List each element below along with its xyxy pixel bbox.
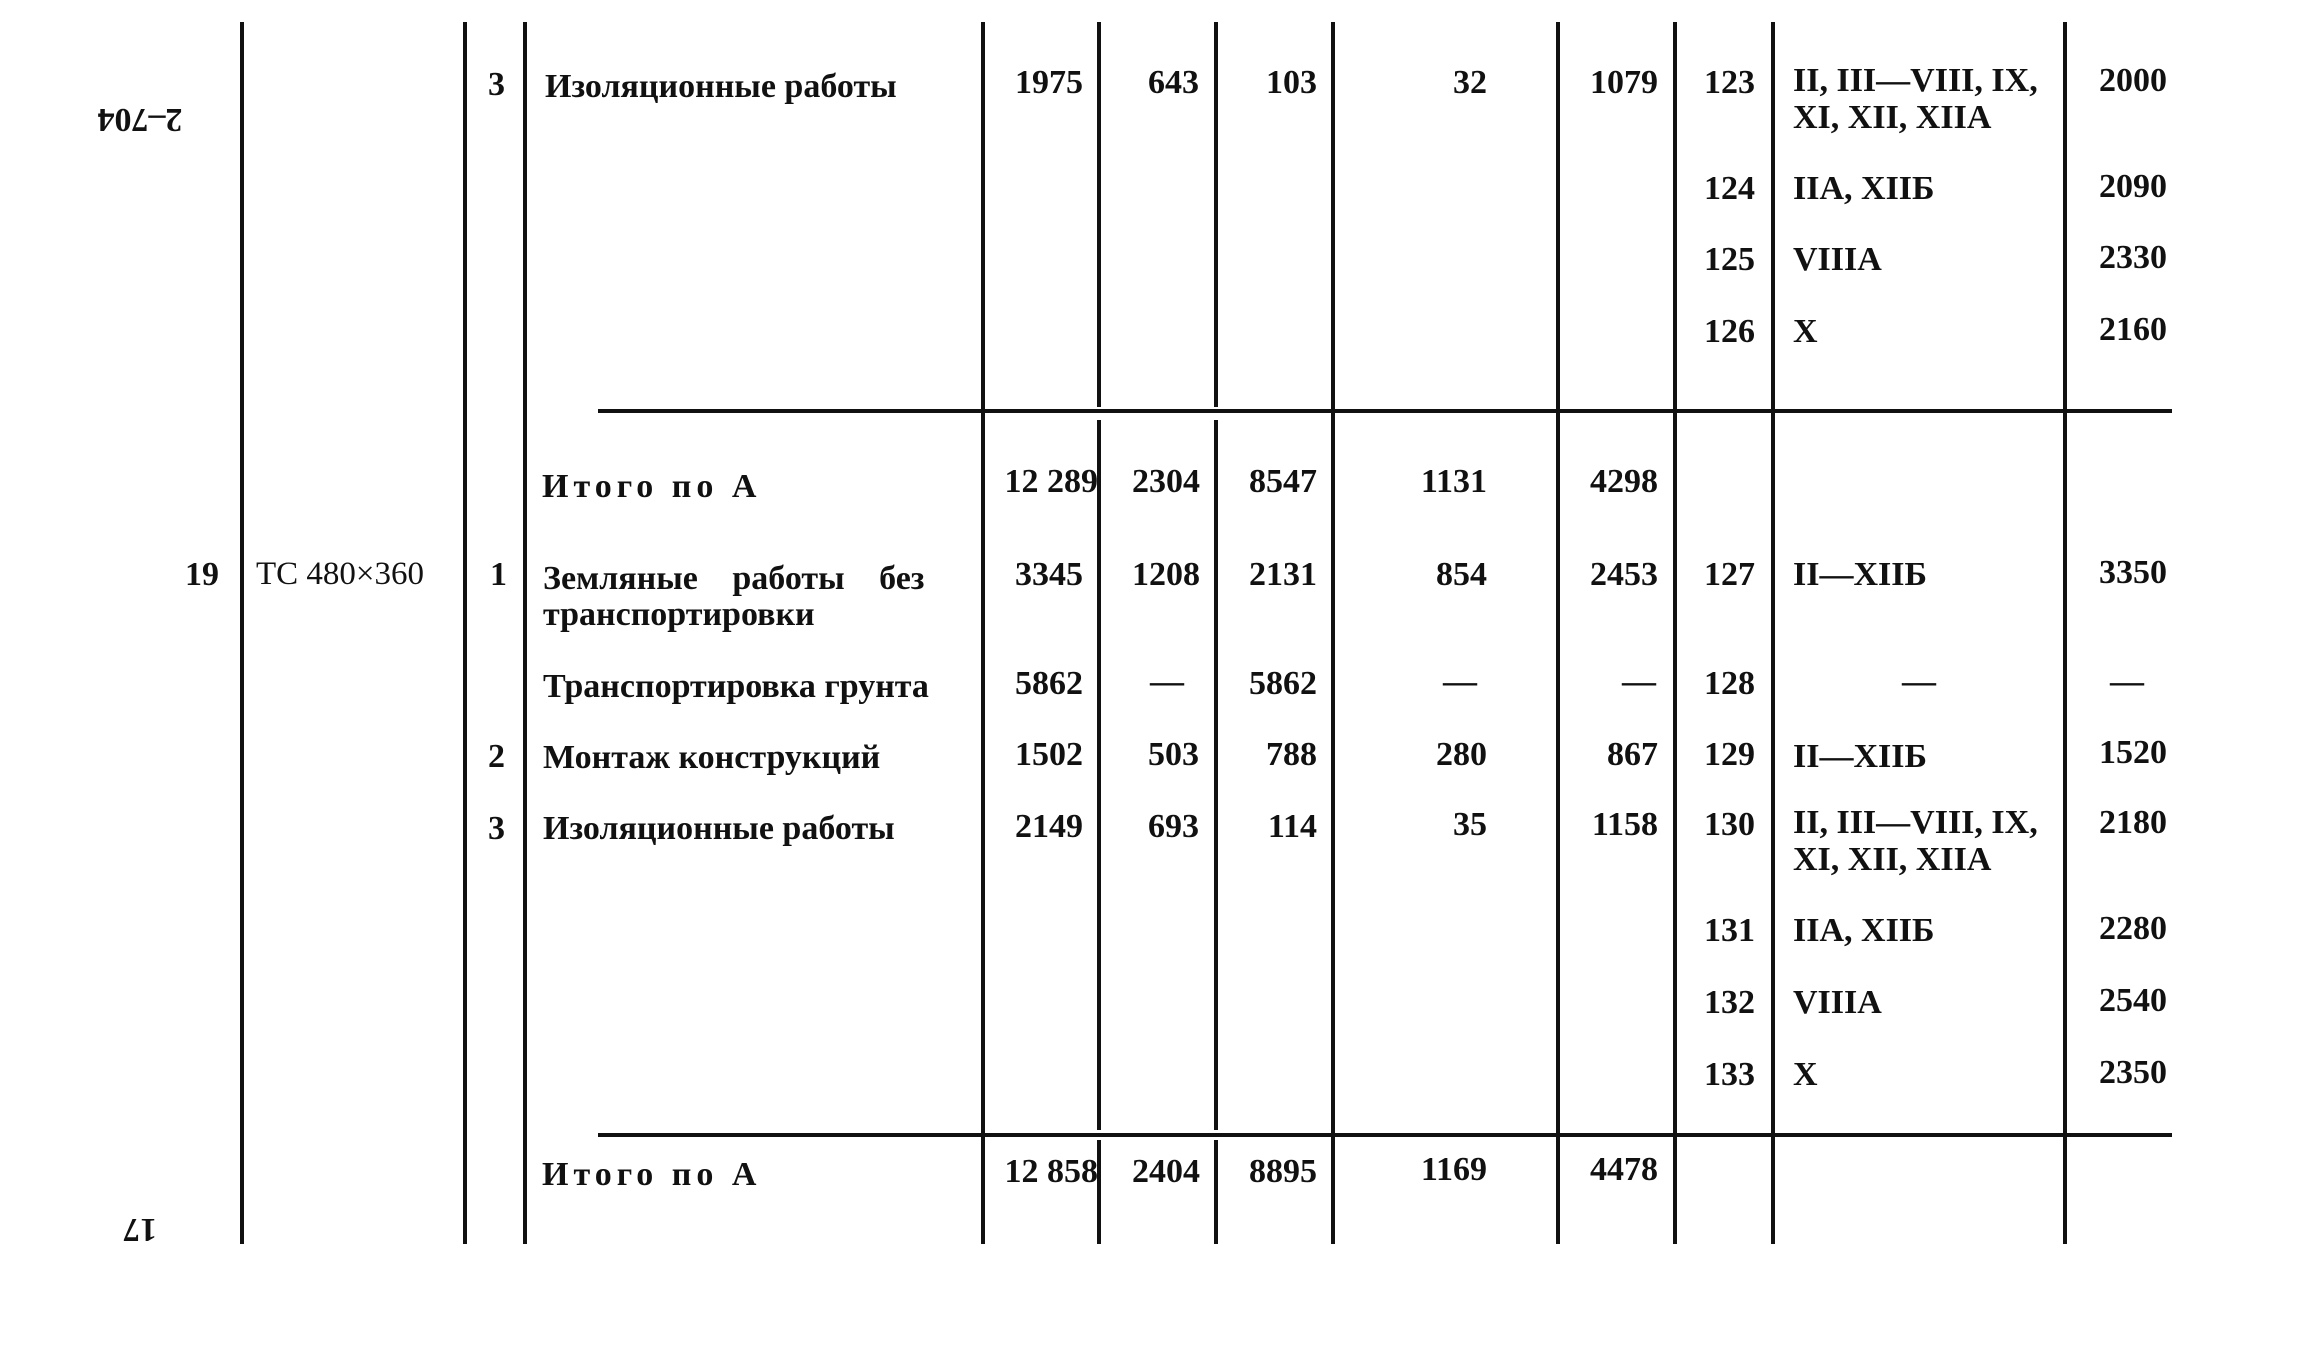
total-label: Итого по А [542,468,762,505]
total-c2: 2404 [1132,1153,1200,1190]
work-name: Изоляционные работы [543,810,895,847]
rule-v-11 [2063,22,2067,1244]
sub-districts: II—XIIБ [1793,556,1927,593]
sub-districts: XI, XII, XIIA [1793,841,1992,878]
total-c4: 1131 [1420,463,1487,500]
sub-value: — [2110,663,2144,700]
rule-v-6a [1214,22,1218,407]
sub-districts: VIIIA [1793,984,1882,1021]
sub-value: 2160 [2099,311,2167,348]
sub-value: 2280 [2099,910,2167,947]
work-name: транспортировки [543,596,815,633]
sub-code: 126 [1704,313,1755,350]
sub-code: 128 [1704,665,1755,702]
cell-c2: 1208 [1132,556,1200,593]
rule-v-1 [240,22,244,1244]
sub-code: 123 [1704,64,1755,101]
sub-code: 130 [1704,806,1755,843]
cell-c5: 1079 [1590,64,1658,101]
sub-districts: II, III—VIII, IX, [1793,62,2038,99]
sub-code: 124 [1704,170,1755,207]
sub-value: 2090 [2099,168,2167,205]
sub-value: 2180 [2099,804,2167,841]
sub-code: 132 [1704,984,1755,1021]
rule-v-3 [523,22,527,1244]
rule-v-5a [1097,22,1101,407]
rule-v-5b [1097,420,1101,1130]
sub-value: 1520 [2099,734,2167,771]
cell-c4: 280 [1436,736,1487,773]
cell-c1: 1502 [1015,736,1083,773]
rule-v-8 [1556,22,1560,1244]
sub-value: 2350 [2099,1054,2167,1091]
sub-code: 127 [1704,556,1755,593]
cell-c5: 867 [1607,736,1658,773]
work-name: Транспортировка грунта [543,668,929,705]
sub-districts: — [1902,663,1936,700]
work-name: Монтаж конструкций [543,739,881,776]
total-c1: 12 289 [1004,463,1098,500]
cell-c3: 788 [1266,736,1317,773]
cell-c1: 1975 [1015,64,1083,101]
sub-code: 129 [1704,736,1755,773]
cell-c1: 2149 [1015,808,1083,845]
work-name: Земляные работы без [543,560,925,597]
sub-districts: II, III—VIII, IX, [1793,804,2038,841]
row-number: 1 [490,556,507,593]
page-code: 2–704 [97,101,183,138]
rule-v-9 [1673,22,1677,1244]
cell-c2: — [1150,663,1184,700]
cell-c1: 5862 [1015,665,1083,702]
rule-v-6b [1214,420,1218,1130]
cell-c3: 5862 [1249,665,1317,702]
cell-c2: 693 [1148,808,1199,845]
total-c3: 8895 [1249,1153,1317,1190]
section-type: ТС 480×360 [256,556,425,592]
sub-value: 3350 [2099,554,2167,591]
cell-c3: 114 [1267,808,1317,845]
row-number: 2 [488,738,505,775]
sub-districts: IIA, XIIБ [1793,170,1935,207]
rule-v-7 [1331,22,1335,1244]
sub-value: 2540 [2099,982,2167,1019]
sub-districts: X [1793,1056,1818,1093]
sub-districts: VIIIA [1793,241,1882,278]
rule-v-10 [1771,22,1775,1244]
sub-value: 2330 [2099,239,2167,276]
row-number: 3 [488,810,505,847]
cell-c5: 2453 [1590,556,1658,593]
rule-h-top-total [598,409,2172,413]
rule-v-6c [1214,1140,1218,1244]
cell-c5: 1158 [1591,806,1658,843]
total-c4: 1169 [1420,1151,1487,1188]
sub-districts: X [1793,313,1818,350]
total-label: Итого по А [542,1156,762,1193]
page-number: 17 [123,1211,157,1248]
cell-c3: 2131 [1249,556,1317,593]
cell-c4: 35 [1453,806,1487,843]
total-c1: 12 858 [1004,1153,1098,1190]
total-c5: 4298 [1590,463,1658,500]
rule-v-4 [981,22,985,1244]
rule-h-bottom-total [598,1133,2172,1137]
cell-c4: 854 [1436,556,1487,593]
sub-code: 133 [1704,1056,1755,1093]
sub-districts: IIA, XIIБ [1793,912,1935,949]
cell-c4: — [1443,663,1477,700]
work-name: Изоляционные работы [545,68,897,105]
section-number: 19 [185,556,219,593]
sub-districts: II—XIIБ [1793,738,1927,775]
total-c3: 8547 [1249,463,1317,500]
cell-c2: 503 [1148,736,1199,773]
sub-code: 125 [1704,241,1755,278]
rule-v-2 [463,22,467,1244]
cell-c3: 103 [1266,64,1317,101]
cell-c5: — [1622,663,1656,700]
cell-c1: 3345 [1015,556,1083,593]
sub-value: 2000 [2099,62,2167,99]
row-number: 3 [488,66,505,103]
sub-districts: XI, XII, XIIA [1793,99,1992,136]
sub-code: 131 [1704,912,1755,949]
total-c2: 2304 [1132,463,1200,500]
cell-c4: 32 [1453,64,1487,101]
cell-c2: 643 [1148,64,1199,101]
total-c5: 4478 [1590,1151,1658,1188]
